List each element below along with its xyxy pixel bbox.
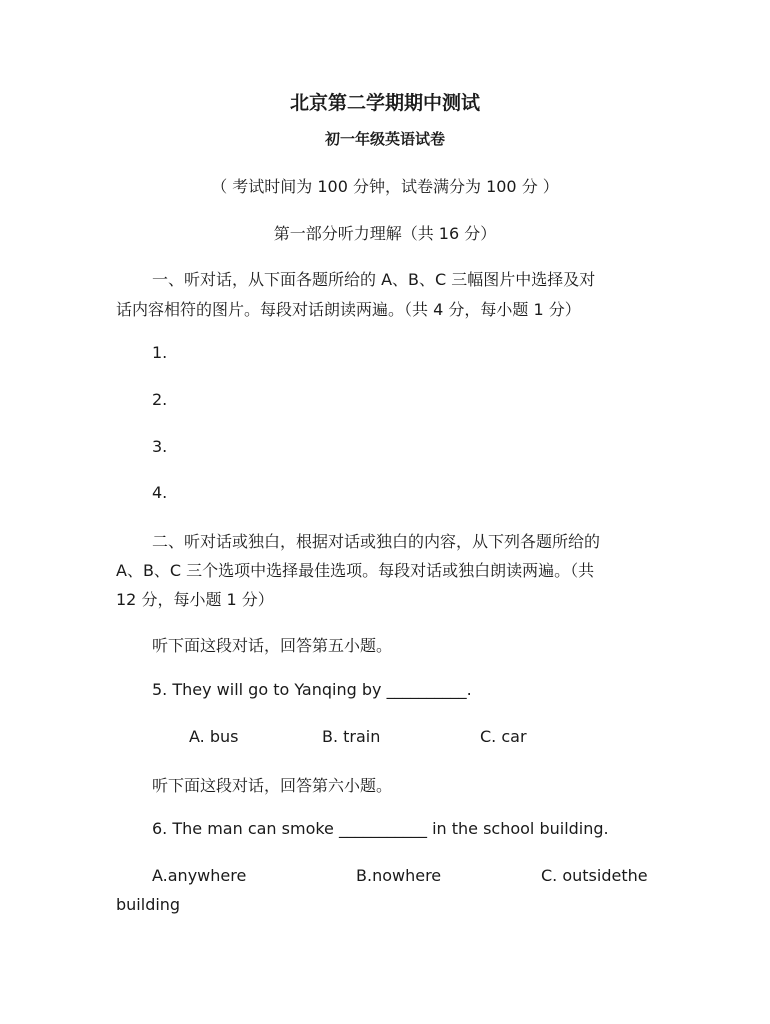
- section2-instruction-line1: 二、听对话或独白，根据对话或独白的内容，从下列各题所给的: [152, 532, 601, 551]
- section2-instruction-line2: A、B、C 三个选项中选择最佳选项。每段对话或独白朗读两遍。（共: [116, 561, 595, 580]
- page-subtitle: 初一年级英语试卷: [324, 130, 445, 148]
- q6-option-c: C. outsidethe: [541, 866, 648, 885]
- question-number-2: 2.: [152, 390, 168, 409]
- q6-option-c-wrap: building: [116, 895, 181, 914]
- question-number-3: 3.: [152, 437, 168, 456]
- q6-option-a: A.anywhere: [152, 866, 247, 885]
- q5-option-c: C. car: [480, 727, 527, 746]
- q5-question: 5. They will go to Yanqing by __________.: [152, 680, 472, 699]
- question-number-1: 1.: [152, 343, 168, 362]
- q5-option-a: A. bus: [189, 727, 239, 746]
- section2-instruction-line3: 12 分，每小题 1 分）: [116, 590, 274, 609]
- exam-note: （ 考试时间为 100 分钟，试卷满分为 100 分 ）: [211, 177, 559, 196]
- part-title: 第一部分听力理解（共 16 分）: [273, 224, 497, 243]
- section1-instruction-line1: 一、听对话，从下面各题所给的 A、B、C 三幅图片中选择及对: [152, 270, 596, 289]
- q6-option-b: B.nowhere: [356, 866, 442, 885]
- q5-option-b: B. train: [322, 727, 381, 746]
- q6-question: 6. The man can smoke ___________ in the school building.: [152, 819, 609, 838]
- page-title: 北京第二学期期中测试: [289, 92, 480, 114]
- section1-instruction-line2: 话内容相符的图片。每段对话朗读两遍。（共 4 分，每小题 1 分）: [116, 300, 581, 319]
- q6-intro: 听下面这段对话，回答第六小题。: [152, 776, 393, 795]
- question-number-4: 4.: [152, 483, 168, 502]
- q5-intro: 听下面这段对话，回答第五小题。: [152, 636, 393, 655]
